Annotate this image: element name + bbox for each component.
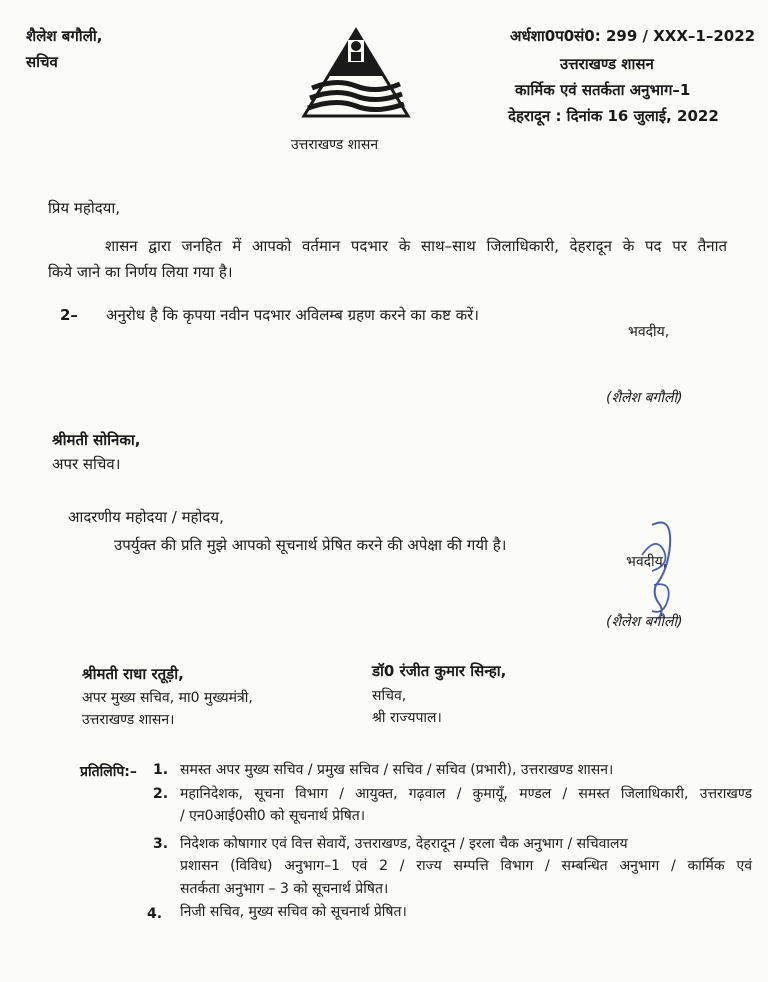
copy-item-line: / एन0आई0सी0 को सूचनार्थ प्रेषित। — [180, 808, 366, 824]
department-name: कार्मिक एवं सतर्कता अनुभाग–1 — [515, 81, 691, 99]
copy-item-line: प्रशासन (विविध) अनुभाग–1 एवं 2 / राज्य सम्पत्ति विभाग / सम्बन्धित अनुभाग / कार्मिक एवं — [180, 858, 752, 874]
copy-text: उपर्युक्त की प्रति मुझे आपको सूचनार्थ प्रेषित करने की अपेक्षा की गयी है। — [114, 536, 507, 554]
copy-item-number: 4. — [147, 906, 163, 922]
copy-item-number: 2. — [153, 786, 169, 802]
paragraph-2-text: अनुरोध है कि कृपया नवीन पदभार अविलम्ब ग्रहण करने का कष्ट करें। — [106, 306, 479, 324]
copy-item-number: 1. — [153, 762, 169, 778]
copy-item-line: सतर्कता अनुभाग – 3 को सूचनार्थ प्रेषित। — [180, 881, 389, 897]
paragraph-1-line-1: शासन द्वारा जनहित में आपको वर्तमान पदभार के साथ–साथ जिलाधिकारी, देहरादून के पद पर तैनात — [105, 237, 727, 255]
signature-name: (शैलेश बगौली) — [606, 390, 683, 406]
government-name: उत्तराखण्ड शासन — [560, 55, 654, 73]
copy-item-number: 3. — [153, 836, 169, 852]
reference-number: अर्धशा0प0सं0: 299 / XXX–1–2022 — [510, 27, 756, 45]
copy-item-line: निदेशक कोषागार एवं वित्त सेवायें, उत्तराखण्ड, देहरादून / इरला चैक अनुभाग / सचिवालय — [180, 836, 628, 852]
sender-name: शैलेश बगौली, — [26, 27, 103, 45]
copy-item-line: निजी सचिव, मुख्य सचिव को सूचनार्थ प्रेषित। — [180, 904, 407, 920]
uttarakhand-emblem-icon — [296, 26, 416, 122]
paragraph-1-line-2: किये जाने का निर्णय लिया गया है। — [48, 263, 233, 281]
copy-item-line: समस्त अपर मुख्य सचिव / प्रमुख सचिव / सचिव / सचिव (प्रभारी), उत्तराखण्ड शासन। — [180, 762, 614, 778]
emblem-caption: उत्तराखण्ड शासन — [291, 137, 379, 153]
place-date: देहरादून : दिनांक 16 जुलाई, 2022 — [508, 107, 719, 125]
copy-signature-name: (शैलेश बगौली) — [606, 614, 683, 630]
addressee-right-line-1: सचिव, — [372, 688, 407, 704]
copy-item-line: महानिदेशक, सूचना विभाग / आयुक्त, गढ़वाल / कुमायूँ, मण्डल / समस्त जिलाधिकारी, उत्तराखण्ड — [180, 786, 752, 802]
addressee-left-line-1: अपर मुख्य सचिव, मा0 मुख्यमंत्री, — [82, 690, 253, 706]
sender-designation: सचिव — [26, 53, 58, 71]
recipient-name: श्रीमती सोनिका, — [52, 431, 141, 449]
recipient-designation: अपर सचिव। — [52, 455, 121, 473]
addressee-right-name: डॉ0 रंजीत कुमार सिन्हा, — [372, 662, 507, 680]
copies-label: प्रतिलिपि:– — [80, 764, 137, 780]
paragraph-2-number: 2– — [60, 306, 78, 324]
addressee-right-line-2: श्री राज्यपाल। — [372, 710, 442, 726]
salutation: प्रिय महोदया, — [48, 199, 121, 217]
addressee-left-line-2: उत्तराखण्ड शासन। — [82, 712, 175, 728]
copy-closing: भवदीय, — [626, 554, 668, 570]
closing: भवदीय, — [628, 324, 670, 340]
addressee-left-name: श्रीमती राधा रतूड़ी, — [82, 665, 184, 683]
copy-salutation: आदरणीय महोदया / महोदय, — [68, 508, 224, 526]
